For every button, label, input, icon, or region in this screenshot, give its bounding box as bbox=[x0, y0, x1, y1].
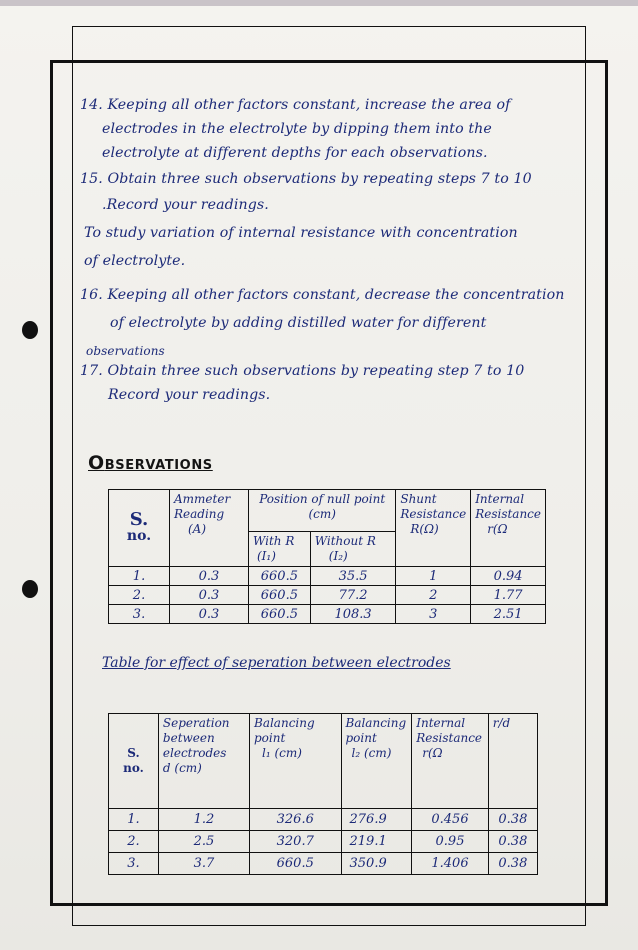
procedure-line: observations bbox=[86, 344, 165, 358]
cell-sno: 3. bbox=[109, 853, 159, 875]
page-top-edge bbox=[0, 0, 638, 6]
cell-with-r: 660.5 bbox=[249, 567, 311, 586]
cell-internal: 0.94 bbox=[471, 567, 546, 586]
cell-sno: 3. bbox=[109, 605, 170, 624]
col-without-r: Without R (I₂) bbox=[310, 532, 396, 567]
procedure-line: of electrolyte by adding distilled water for different bbox=[110, 315, 487, 331]
cell-ratio: 0.38 bbox=[488, 853, 537, 875]
cell-internal: 0.456 bbox=[412, 809, 489, 831]
procedure-line: 17. Obtain three such observations by repeating step 7 to 10 bbox=[80, 363, 525, 379]
cell-internal: 0.95 bbox=[412, 831, 489, 853]
table-row bbox=[109, 605, 546, 624]
cell-internal: 2.51 bbox=[471, 605, 546, 624]
cell-internal: 1.77 bbox=[471, 586, 546, 605]
procedure-line: 15. Obtain three such observations by repeating steps 7 to 10 bbox=[80, 171, 532, 187]
cell-separation: 2.5 bbox=[158, 831, 249, 853]
procedure-line: .Record your readings. bbox=[102, 197, 269, 213]
heading-initial: O bbox=[88, 452, 105, 474]
table-row bbox=[109, 831, 538, 853]
cell-ammeter: 0.3 bbox=[170, 605, 249, 624]
procedure-line: electrodes in the electrolyte by dipping them into the bbox=[102, 121, 492, 137]
cell-without-r: 35.5 bbox=[310, 567, 396, 586]
col-null-point: Position of null point (cm) bbox=[249, 490, 396, 532]
cell-with-r: 660.5 bbox=[249, 586, 311, 605]
separation-table-title: Table for effect of seperation between electrodes bbox=[102, 655, 451, 671]
col-internal: Internal Resistance r(Ω bbox=[412, 714, 489, 809]
cell-balancing-1: 326.6 bbox=[250, 809, 342, 831]
cell-without-r: 77.2 bbox=[310, 586, 396, 605]
table-row bbox=[109, 567, 546, 586]
observations-heading bbox=[88, 452, 213, 474]
separation-table bbox=[108, 713, 538, 875]
cell-sno: 1. bbox=[109, 567, 170, 586]
cell-balancing-2: 276.9 bbox=[341, 809, 412, 831]
heading-rest: BSERVATIONS bbox=[104, 458, 213, 473]
cell-sno: 2. bbox=[109, 586, 170, 605]
col-sno: S. no. bbox=[109, 490, 170, 567]
procedure-line: 14. Keeping all other factors constant, increase the area of bbox=[80, 97, 511, 113]
cell-shunt: 2 bbox=[396, 586, 471, 605]
col-shunt: Shunt Resistance R(Ω) bbox=[396, 490, 471, 567]
cell-sno: 1. bbox=[109, 809, 159, 831]
cell-shunt: 1 bbox=[396, 567, 471, 586]
procedure-line: of electrolyte. bbox=[84, 253, 186, 269]
punch-hole-icon bbox=[22, 580, 38, 598]
cell-ammeter: 0.3 bbox=[170, 586, 249, 605]
cell-balancing-1: 320.7 bbox=[250, 831, 342, 853]
cell-balancing-2: 350.9 bbox=[341, 853, 412, 875]
col-separation: Seperation between electrodes d (cm) bbox=[158, 714, 249, 809]
cell-separation: 1.2 bbox=[158, 809, 249, 831]
procedure-line: 16. Keeping all other factors constant, decrease the concentration bbox=[80, 287, 565, 303]
table-row bbox=[109, 586, 546, 605]
col-balancing-2: Balancing point l₂ (cm) bbox=[341, 714, 412, 809]
col-sno: S. no. bbox=[109, 714, 159, 809]
cell-ratio: 0.38 bbox=[488, 809, 537, 831]
cell-with-r: 660.5 bbox=[249, 605, 311, 624]
col-ratio: r/d bbox=[488, 714, 537, 809]
cell-balancing-2: 219.1 bbox=[341, 831, 412, 853]
procedure-line: To study variation of internal resistance with concentration bbox=[84, 225, 518, 241]
cell-ratio: 0.38 bbox=[488, 831, 537, 853]
col-with-r: With R (I₁) bbox=[249, 532, 311, 567]
col-internal: Internal Resistance r(Ω bbox=[471, 490, 546, 567]
procedure-line: Record your readings. bbox=[108, 387, 271, 403]
col-balancing-1: Balancing point l₁ (cm) bbox=[250, 714, 342, 809]
procedure-line: electrolyte at different depths for each observations. bbox=[102, 145, 488, 161]
punch-hole-icon bbox=[22, 321, 38, 339]
cell-ammeter: 0.3 bbox=[170, 567, 249, 586]
cell-internal: 1.406 bbox=[412, 853, 489, 875]
cell-separation: 3.7 bbox=[158, 853, 249, 875]
col-ammeter: Ammeter Reading (A) bbox=[170, 490, 249, 567]
cell-balancing-1: 660.5 bbox=[250, 853, 342, 875]
table-row bbox=[109, 853, 538, 875]
table-row bbox=[109, 809, 538, 831]
cell-sno: 2. bbox=[109, 831, 159, 853]
cell-without-r: 108.3 bbox=[310, 605, 396, 624]
observation-table bbox=[108, 489, 546, 624]
cell-shunt: 3 bbox=[396, 605, 471, 624]
